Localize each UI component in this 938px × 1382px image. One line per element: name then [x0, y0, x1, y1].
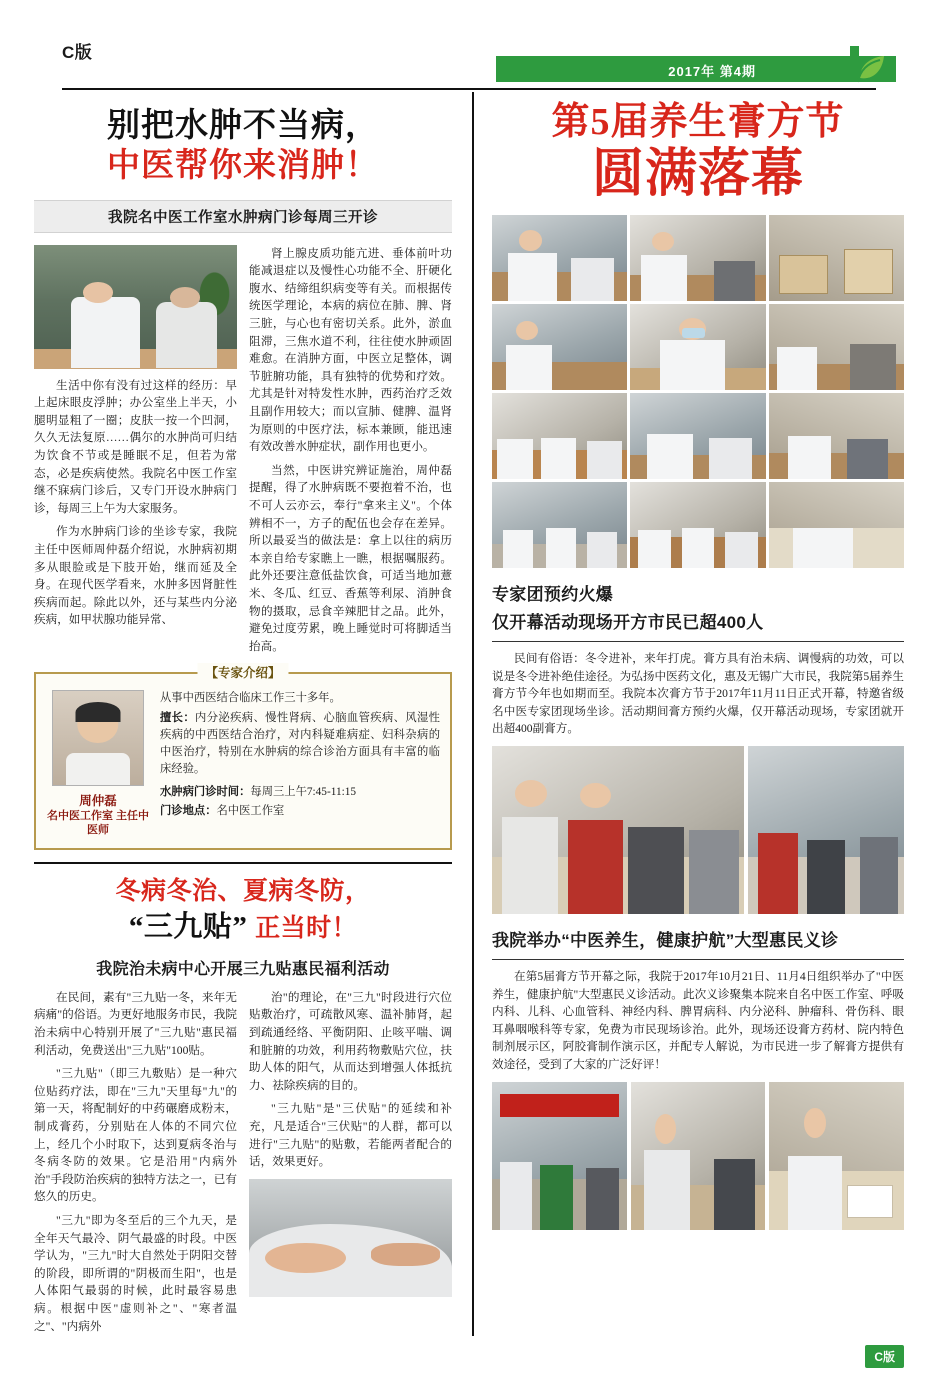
left-column — [34, 92, 464, 1336]
herbal-display-table-photo — [769, 1082, 904, 1230]
issue-label: 2017年 第4期 — [668, 64, 756, 79]
outdoor-clinic-banner-photo — [492, 1082, 627, 1230]
article2-headline-line1: 冬病冬治、夏病冬防， — [115, 878, 371, 906]
doctor-consultation-photo — [34, 245, 237, 369]
article1-paragraph: 生活中你有没有过这样的经历：早上起床眼皮浮肿；办公室坐上半天，小腿明显粗了一圈；皮肤一按一个凹洞，久久无法复原……偶尔的水肿尚可归结为饮食不节或是睡眠不足，但若为常态，必是疾病使然。我院名中医工作室继不寐病门诊后，又专门开设水肿病门诊，每周三上午为大家服务。 — [34, 378, 237, 515]
article2-paragraph: 治"的理论，在"三九"时段进行穴位贴敷治疗，可疏散风寒、温补肺肾，起到疏通经络、平衡阴阳、止咳平喘、调和脏腑的功效，利用药物敷贴穴位，扶助人体的阳气，从而达到增强人体抵抗力、祛除疾病的目的。 — [249, 990, 452, 1092]
section2-heading: 我院举办“中医养生，健康护航”大型惠民义诊 — [492, 931, 839, 951]
article2-body-right — [249, 989, 452, 1342]
masked-staff-at-counter — [630, 304, 765, 390]
edition-label-left: C版 — [62, 43, 93, 62]
feature-title — [492, 102, 904, 203]
article2-body-left — [34, 989, 237, 1342]
article2-body — [34, 989, 452, 1342]
article2-headline-tail: 正当时！ — [255, 915, 358, 943]
expert-box-title: 【专家介绍】 — [197, 663, 288, 681]
clinic-place-value: 名中医工作室 — [216, 804, 285, 817]
expert-role: 名中医工作室 主任中医师 — [46, 809, 150, 837]
article2-paragraph: "三九贴"（即三九敷贴）是一种穴位贴药疗法，即在"三九"天里每"九"的第一天，将配制好的中药碾磨成粉末，制成膏药，分别贴在人体的不同穴位上，经几个小时取下，达到夏病冬治与冬病冬防的效果。它是沿用"内病外治"手段防治疾病的独特方法之一，已有悠久的历史。 — [34, 1067, 237, 1204]
section1-heading-line1: 专家团预约火爆 — [492, 584, 614, 604]
feature-title-line2: 圆满落幕 — [591, 145, 804, 203]
article1-body-right — [249, 245, 452, 662]
expert-name: 周仲磊 — [79, 793, 117, 808]
section-divider — [34, 862, 452, 864]
page-content — [34, 92, 904, 1336]
clinic-time-label: 水肿病门诊时间： — [160, 786, 251, 799]
doctor-with-patient — [769, 393, 904, 479]
footer-edition-badge: C版 — [865, 1345, 904, 1368]
article1-paragraph: 当然，中医讲究辨证施治，周仲磊提醒，得了水肿病既不要抱着不治，也不可人云亦云，奉行"拿来主义"。个体辨相不一，方子的配伍也会存在差异。所以最妥当的做法是：拿上以往的病历本亲自给专家瞧上一瞧，根据嘱服药。此外还要注意低盐饮食，可适当地加薏米、冬瓜、红豆、香蕉等利尿、消肿食物的摄取，忌食辛辣肥甘之品。此外，避免过度劳累，晚上睡觉时可将脚适当抬高。 — [249, 463, 452, 653]
expert-speciality-label: 擅长： — [160, 712, 196, 725]
masthead — [28, 0, 910, 79]
article1-body-left — [34, 245, 237, 662]
section1-body: 民间有俗语：冬令进补，来年打虎。膏方具有治未病、调慢病的功效，可以说是冬令进补绝佳途径。为弘扬中医药文化，惠及无锡广大市民，我院第5届养生膏方节今年也如期而至。我院本次膏方节于2017年11月11日正式开幕，特邀省级名中医专家团现场坐诊。活动期间膏方预约火爆，仅开幕活动现场，专家团就开出超400副膏方。 — [492, 651, 904, 736]
section1-rule — [492, 641, 904, 642]
right-column — [482, 92, 904, 1336]
patient-registration-desk — [769, 304, 904, 390]
section2-rule — [492, 959, 904, 960]
gaofang-festival-photo-collage — [492, 215, 904, 568]
clinic-hall-wide-view — [492, 482, 627, 568]
article2-paragraph: "三九贴"是"三伏贴"的延续和补充，凡是适合"三伏贴"的人群，都可以进行"三九贴"的贴敷，若能两者配合的话，效果更好。 — [249, 1102, 452, 1169]
expert-description — [160, 690, 440, 839]
group-consultation-table — [492, 393, 627, 479]
section1-photos — [492, 746, 904, 914]
doctors-at-desk — [630, 393, 765, 479]
feature-title-line1: 第5届养生膏方节 — [551, 101, 845, 143]
prescription-writing-closeup — [769, 482, 904, 568]
doctor-writing-prescription — [492, 215, 627, 301]
expert-intro-box — [34, 665, 452, 851]
green-cross-leaf-logo — [820, 44, 886, 88]
article2-headline-quoted: “三九贴” — [128, 911, 248, 944]
expert-portrait — [52, 690, 144, 786]
waiting-area-photo — [748, 746, 904, 914]
doctor-consulting-patient — [630, 215, 765, 301]
article1-subhead: 我院名中医工作室水肿病门诊每周三开诊 — [34, 200, 452, 233]
free-clinic-consultation-photo — [631, 1082, 766, 1230]
moxibustion-treatment-photo — [249, 1179, 452, 1297]
article2-headline — [34, 876, 452, 946]
expert-intro-line: 从事中西医结合临床工作三十多年。 — [160, 691, 341, 704]
clinic-place-label: 门诊地点： — [160, 804, 217, 817]
section2-body: 在第5届膏方节开幕之际，我院于2017年10月21日、11月4日组织举办了"中医养生，健康护航"大型惠民义诊活动。此次义诊聚集本院来自名中医工作室、呼吸内科、儿科、心血管科、神经内科、脾胃病科、内分泌科、肿瘤科、骨伤科、眼耳鼻咽喉科等专家，免费为市民现场诊治。此外，现场还设膏方药材、院内特色制剂展示区，阿胶膏制作演示区，并配专人解说，为市民进一步了解膏方提供有效途径，受到了大家的广泛好评！ — [492, 970, 904, 1072]
article1-paragraph: 肾上腺皮质功能亢进、垂体前叶功能减退症以及慢性心功能不全、肝硬化腹水、结缔组织病变等有关。而根据传统医学理论，本病的病位在肺、脾、肾三脏，与心也有密切关系。此外，淤血阻滞，三焦水道不利，往往使水肿顽固难愈。在消肿方面，中医立足整体，调节脏腑功能，具有独特的优势和疗效。尤其是针对特发性水肿，西药治疗乏效且副作用较大；而以宣肺、健脾、温肾为原则的中医疗法，标本兼顾，能迅速有效改善水肿症状，副作用也更小。 — [249, 246, 452, 454]
herbal-medicine-boxes — [769, 215, 904, 301]
article1-headline-line2: 中医帮你来消肿！ — [107, 148, 379, 185]
experts-round-table — [630, 482, 765, 568]
header-rule — [62, 88, 876, 90]
column-divider — [472, 92, 474, 1336]
section1-heading-line2: 仅开幕活动现场开方市民已超400人 — [492, 612, 764, 632]
article1-body — [34, 245, 452, 662]
article2-subhead: 我院治未病中心开展三九贴惠民福利活动 — [96, 960, 390, 978]
expert-speciality-value: 内分泌疾病、慢性肾病、心脑血管疾病、风湿性疾病的中西医结合治疗，对内科疑难病症、妇科杂病的中医治疗，特别在水肿病的综合诊治方面具有丰富的临床经验。 — [160, 712, 440, 776]
article2-paragraph: "三九"即为冬至后的三个九天，是全年天气最冷、阴气最盛的时段。中医学认为，"三九"时大自然处于阴阳交替的阶段，即所谓的"阴极而生阳"，也是人体阳气最弱的时候，此时最容易患病。根据中医"虚则补之"、"寒者温之"、"内病外 — [34, 1214, 237, 1333]
article2-paragraph: 在民间，素有"三九贴一冬，来年无病痛"的俗语。为更好地服务市民，我院治未病中心特别开展了"三九贴"惠民福利活动，免费送出"三九贴"100贴。 — [34, 990, 237, 1057]
doctor-pulse-diagnosis — [492, 304, 627, 390]
article1-paragraph: 作为水肿病门诊的坐诊专家，我院主任中医师周仲磊介绍说，水肿病初期多从眼脸或是下肢开始，继而延及全身。在现代医学看来，水肿多因肾脏性疾病而起。除此以外，还与某些内分泌疾病，如甲状腺功能异常、 — [34, 525, 237, 627]
article1-headline-line1: 别把水肿不当病， — [107, 108, 379, 144]
clinic-time-value: 每周三上午7:45-11:15 — [250, 786, 357, 799]
section2-photos — [492, 1082, 904, 1230]
article1-headline — [34, 106, 452, 187]
registration-counter-photo — [492, 746, 744, 914]
